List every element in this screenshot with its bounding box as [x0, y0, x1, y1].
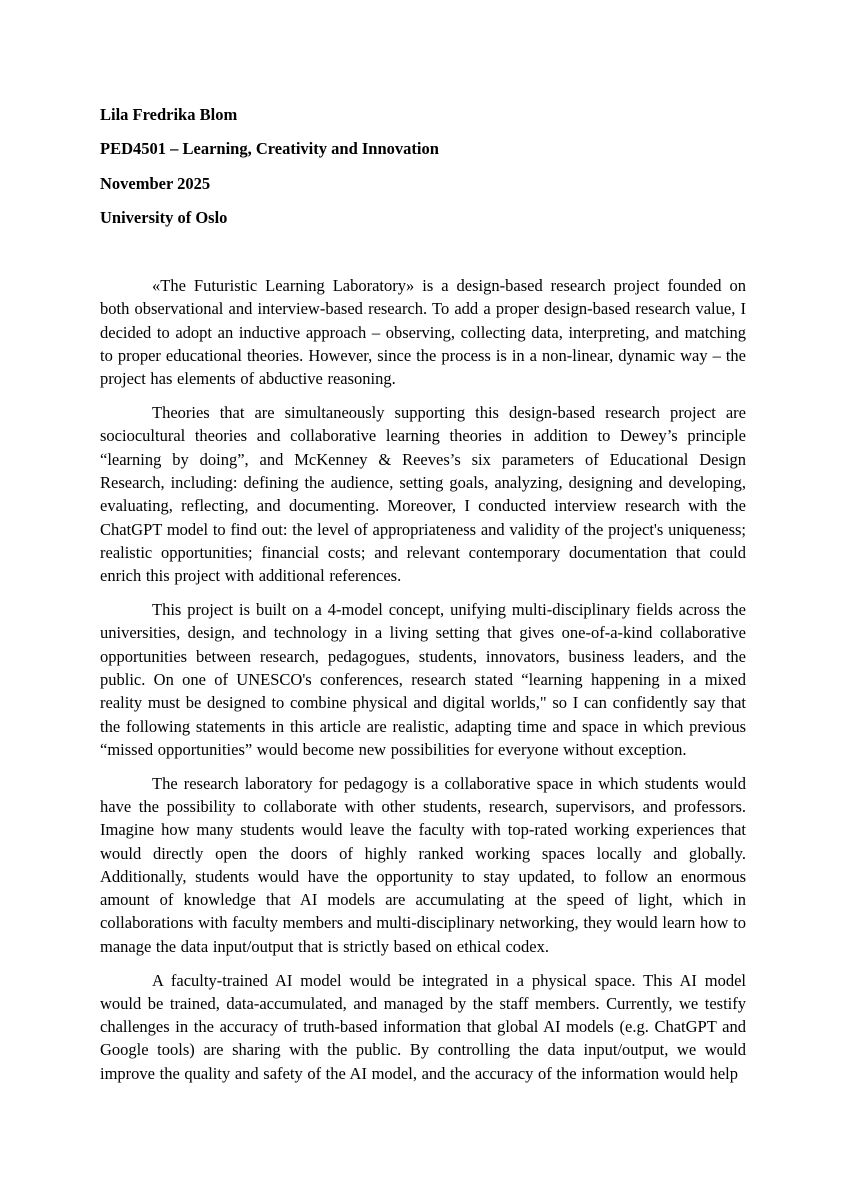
date-line: November 2025 — [100, 173, 211, 193]
paragraph-intro: «The Futuristic Learning Laboratory» is a design-based research project founded on both observational and interview-based research. To add a proper design-based research value, I decided to adopt an inductive approach – observing, collecting data, interpreting, and matching to proper educational theories. However, since the process is in a non-linear, dynamic way – the project has elements of abductive reasoning. — [100, 276, 746, 389]
course-line: PED4501 – Learning, Creativity and Innovation — [100, 139, 439, 159]
paragraph-ai-model: A faculty-trained AI model would be integrated in a physical space. This AI model would be trained, data-accumulated, and managed by the staff members. Currently, we testify challenges in the accuracy of truth-based information that global AI models (e.g. ChatGPT and Google tools) are sharing with the public. By controlling the data input/output, we would improve the quality and safety of the AI model, and the accuracy of the information would help — [100, 970, 746, 1083]
paragraph-theories: Theories that are simultaneously supporting this design-based research project are sociocultural theories and collaborative learning theories in addition to Dewey’s principle “learning by doing”, and McKenney & Reeves’s six parameters of Educational Design Research, including: defining the audience, setting goals, analyzing, designing and developing, evaluating, reflecting, and documenting. Moreover, I conducted interview research with the ChatGPT model to find out: the level of appropriateness and validity of the project's uniqueness; realistic opportunities; financial costs; and relevant contemporary documentation that could enrich this project with additional references. — [100, 403, 746, 586]
paragraph-concept: This project is built on a 4-model concept, unifying multi-disciplinary fields across the universities, design, and technology in a living setting that gives one-of-a-kind collaborative opportunities between research, pedagogues, students, innovators, business leaders, and the public. On one of UNESCO's conferences, research stated “learning happening in a mixed reality must be designed to combine physical and digital worlds," so I can confidently say that the following statements in this article are realistic, adapting time and space in which previous “missed opportunities” would become new possibilities for everyone without exception. — [100, 600, 746, 759]
institution-line: University of Oslo — [100, 207, 228, 227]
author-line: Lila Fredrika Blom — [100, 105, 238, 124]
document-content — [100, 103, 746, 1095]
document-body — [100, 274, 746, 1085]
document-header — [100, 103, 746, 229]
paragraph-laboratory: The research laboratory for pedagogy is a collaborative space in which students would have the possibility to collaborate with other students, research, supervisors, and professors. Imagine how many students would leave the faculty with top-rated working experiences that would directly open the doors of highly ranked working spaces locally and globally. Additionally, students would have the opportunity to stay updated, to follow an enormous amount of knowledge that AI models are accumulating at the speed of light, which in collaborations with faculty members and multi-disciplinary networking, they would learn how to manage the data input/output that is strictly based on ethical codex. — [100, 773, 746, 956]
